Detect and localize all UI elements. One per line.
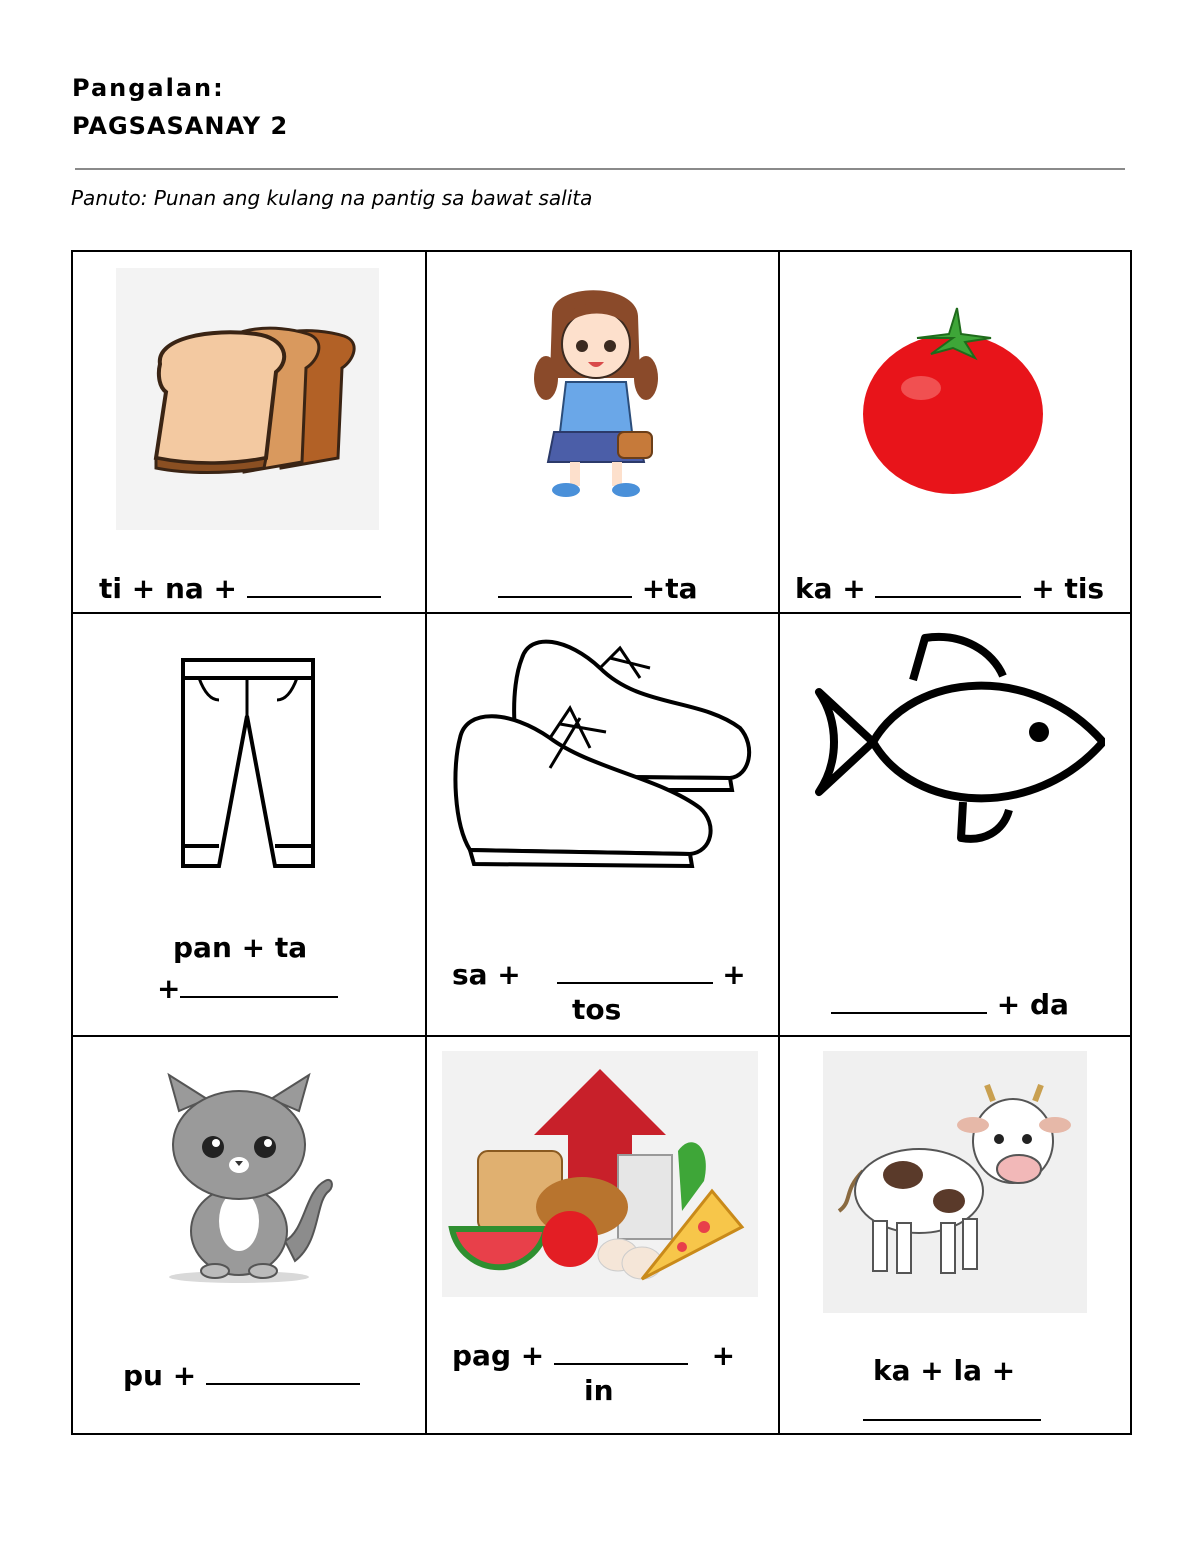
syllable-answer: ka + la + — [873, 1354, 1016, 1387]
tomato-icon — [861, 298, 1045, 498]
syllable-answer — [99, 568, 381, 607]
syllable-answer: pan + ta — [173, 931, 308, 964]
syllable-text: ka + — [795, 572, 876, 605]
exercise-item-6 — [779, 614, 1132, 1035]
syllable-answer — [863, 1391, 1041, 1430]
answer-blank[interactable] — [247, 568, 381, 598]
answer-blank[interactable] — [831, 984, 987, 1014]
answer-blank[interactable] — [554, 1335, 688, 1365]
name-label: Pangalan: — [72, 74, 225, 102]
answer-blank[interactable] — [875, 568, 1021, 598]
exercise-item-9 — [779, 1037, 1132, 1435]
syllable-answer: tos — [572, 993, 622, 1026]
syllable-text: + — [701, 1339, 736, 1372]
syllable-text: + tis — [1021, 572, 1105, 605]
syllable-text: + da — [987, 988, 1069, 1021]
exercise-item-5 — [426, 614, 778, 1035]
cat-icon — [155, 1071, 337, 1285]
cow-icon — [823, 1051, 1087, 1313]
shoes-icon — [450, 628, 756, 868]
directions: Panuto: Punan ang kulang na pantig sa bawat salita — [71, 186, 593, 210]
syllable-text: +ta — [632, 572, 698, 605]
answer-blank[interactable] — [206, 1355, 360, 1385]
syllable-text: + — [157, 972, 181, 1005]
pants-icon — [179, 656, 317, 868]
syllable-answer — [795, 568, 1104, 607]
answer-blank[interactable] — [180, 968, 338, 998]
answer-blank[interactable] — [863, 1391, 1041, 1421]
bread-icon — [116, 268, 379, 530]
syllable-text: pag + — [452, 1339, 554, 1372]
answer-blank[interactable] — [498, 568, 632, 598]
exercise-item-4 — [73, 614, 425, 1035]
answer-blank[interactable] — [557, 954, 713, 984]
syllable-answer: in — [584, 1374, 614, 1407]
syllable-answer — [452, 954, 746, 993]
exercise-item-3 — [779, 252, 1132, 612]
syllable-text: ti + na + — [99, 572, 247, 605]
exercise-item-8 — [426, 1037, 778, 1435]
fish-icon — [813, 632, 1105, 846]
syllable-answer — [452, 1335, 735, 1374]
syllable-text: sa + — [452, 958, 531, 991]
exercise-item-7 — [73, 1037, 425, 1435]
exercise-item-1 — [73, 252, 425, 612]
food-group-icon — [442, 1051, 758, 1297]
syllable-text: + — [712, 958, 746, 991]
divider — [75, 168, 1125, 170]
syllable-answer — [831, 984, 1069, 1023]
syllable-answer — [157, 968, 338, 1007]
exercise-item-2 — [426, 252, 778, 612]
syllable-answer — [498, 568, 698, 607]
syllable-text: pu + — [123, 1359, 206, 1392]
exercise-grid — [71, 250, 1132, 1435]
syllable-answer — [123, 1355, 360, 1394]
worksheet-title: PAGSASANAY 2 — [72, 112, 289, 140]
girl-icon — [526, 282, 666, 502]
